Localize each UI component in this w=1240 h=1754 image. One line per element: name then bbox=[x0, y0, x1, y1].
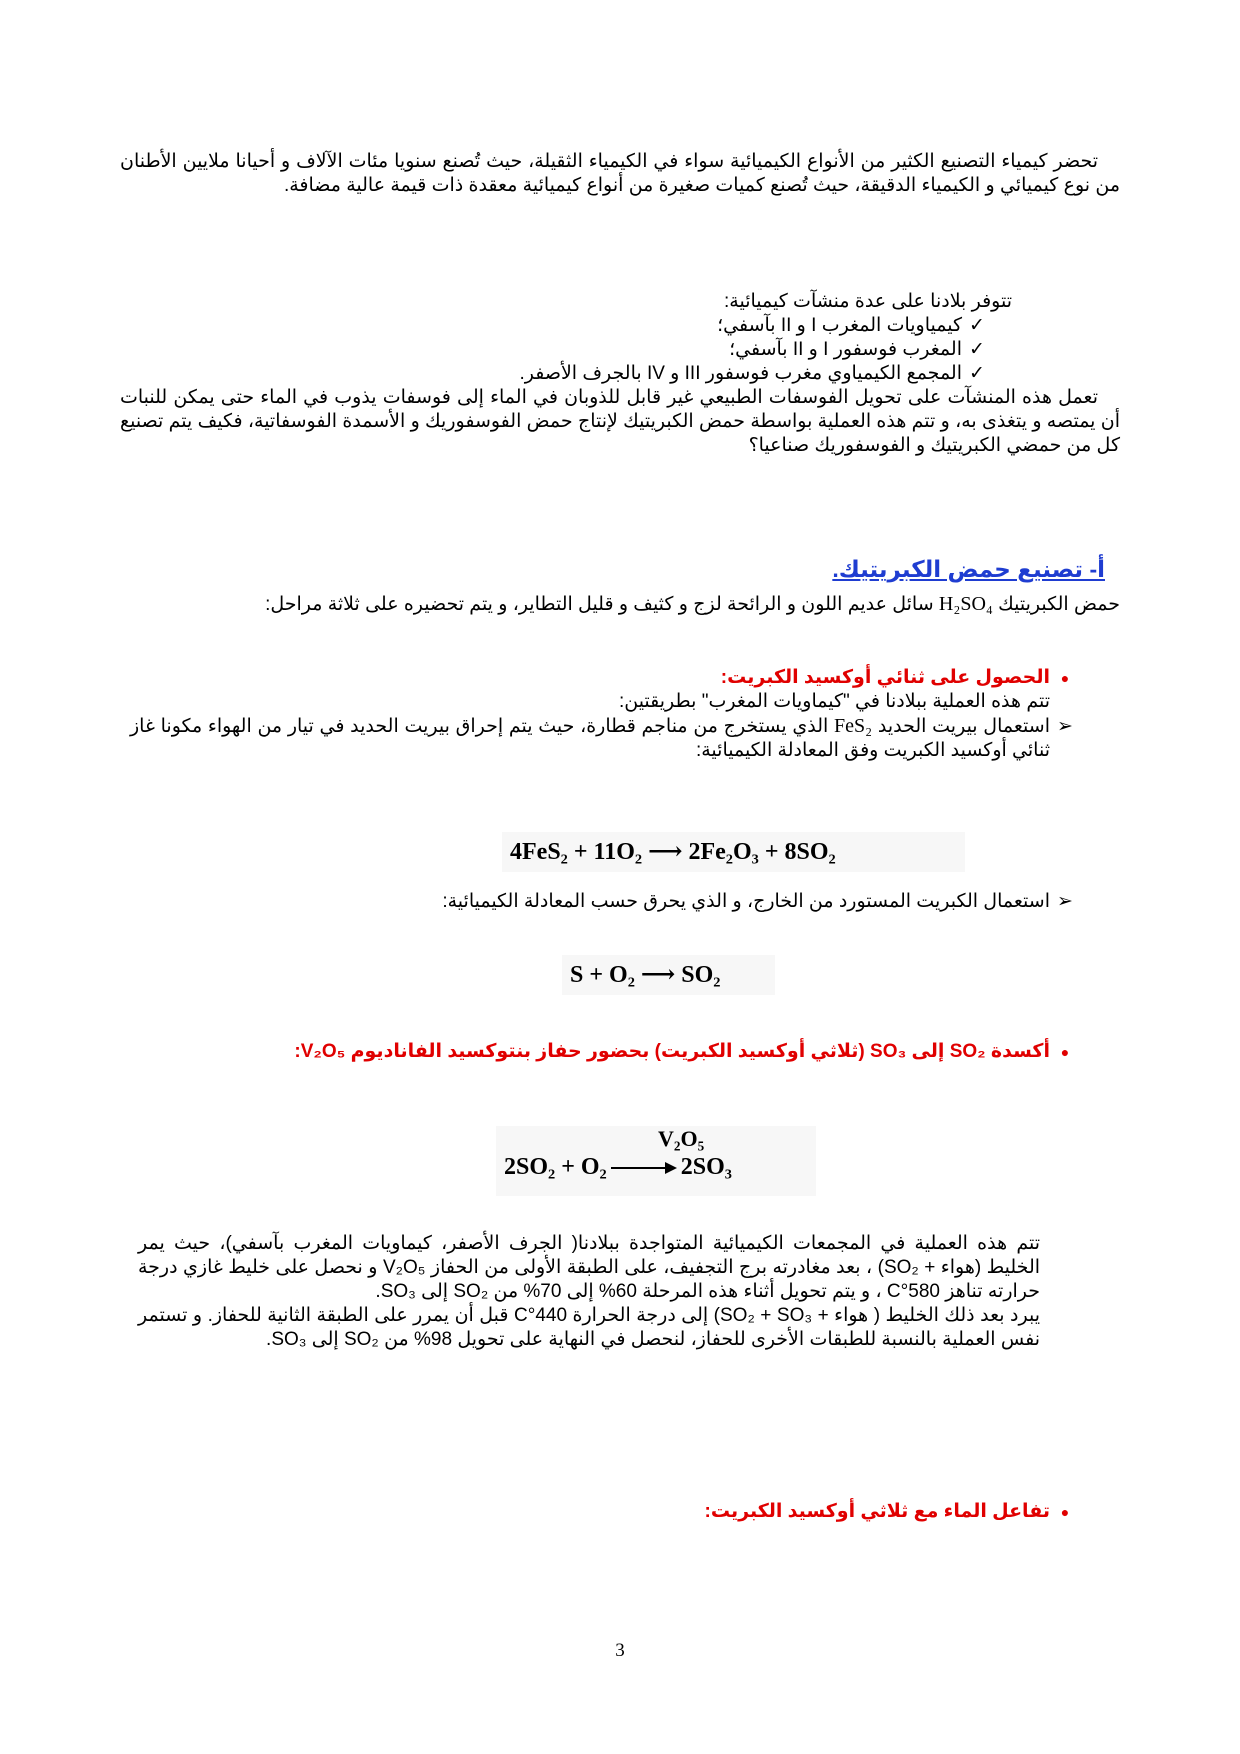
equation-fes2-text: 4FeS₂ + 11O₂ ⟶ 2Fe₂O₃ + 8SO₂ bbox=[510, 839, 836, 865]
step1-methods bbox=[120, 714, 1120, 763]
step1-title: الحصول على ثنائي أوكسيد الكبريت: bbox=[720, 667, 1050, 688]
check-icon: ✓ bbox=[969, 339, 985, 360]
method1-after: الذي يستخرج من مناجم قطارة، حيث يتم إحراق بيريت الحديد في تيار من الهواء مكونا غاز ثنائي أوكسيد الكبريت وفق المعادلة الكيميائية: bbox=[130, 716, 1050, 761]
step2-paragraph-1: تتم هذه العملية في المجمعات الكيميائية المتواجدة ببلادنا( الجرف الأصفر، كيماويات المغرب بآسفي)، حيث يمر الخليط (هواء + SO₂) ، بعد مغادرته برج التجفيف، على الطبقة الأولى من الحفاز V₂O₅ و نحصل على خليط غازي درجة حرارته تناهز 580°C ، و يتم تحويل أثناء هذه المرحلة 60% إلى 70% من SO₂ إلى SO₃. bbox=[138, 1233, 1041, 1302]
section-intro bbox=[120, 592, 1120, 617]
intro-paragraph bbox=[120, 150, 1120, 198]
section-heading: أ- تصنيع حمض الكبريتيك. bbox=[832, 556, 1105, 582]
step1-title-row bbox=[120, 666, 1120, 690]
plant-item-text: المجمع الكيمياوي مغرب فوسفور III و IV بالجرف الأصفر. bbox=[519, 363, 962, 384]
step1 bbox=[120, 666, 1120, 763]
equation-row bbox=[504, 1154, 732, 1181]
intro-before: حمض الكبريتيك bbox=[998, 594, 1120, 615]
equation-fes2 bbox=[502, 832, 965, 872]
step2-paragraph-2: يبرد بعد ذلك الخليط ( هواء + SO₂ + SO₃) إلى درجة الحرارة 440°C قبل أن يمرر على الطبقة الثانية للحفاز. و تستمر نفس العملية بالنسبة للطبقات الأخرى للحفاز، لنحصل في النهاية على تحويل 98% من SO₂ إلى SO₃. bbox=[138, 1305, 1040, 1350]
plant-item bbox=[120, 338, 992, 362]
step2-title: أكسدة SO₂ إلى SO₃ (ثلاثي أوكسيد الكبريت) بحضور حفاز بنتوكسيد الفاناديوم V₂O₅: bbox=[294, 1041, 1050, 1062]
plant-item bbox=[120, 314, 992, 338]
intro-text: تحضر كيمياء التصنيع الكثير من الأنواع الكيميائية سواء في الكيمياء الثقيلة، حيث تُصنع سنويا مئات الآلاف و أحيانا ملايين الأطنان من نوع كيميائي و الكيمياء الدقيقة، حيث تُصنع كميات صغيرة من أنواع كيميائية معقدة ذات قيمة عالية مضافة. bbox=[120, 151, 1120, 196]
method2 bbox=[120, 890, 1120, 914]
bullet-icon: ● bbox=[1060, 1504, 1070, 1520]
plant-item bbox=[120, 362, 992, 386]
step2-title-row bbox=[120, 1040, 1120, 1064]
plants-lead: تتوفر بلادنا على عدة منشآت كيميائية: bbox=[724, 291, 1012, 312]
reaction-arrow-icon bbox=[609, 1158, 679, 1178]
bullet-icon: ● bbox=[1060, 1044, 1070, 1060]
equation-so2-oxidation bbox=[496, 1126, 816, 1196]
arrow-bullet-icon: ➢ bbox=[1057, 716, 1073, 737]
step3 bbox=[120, 1500, 1120, 1524]
check-icon: ✓ bbox=[969, 315, 985, 336]
plants-paragraph: تعمل هذه المنشآت على تحويل الفوسفات الطبيعي غير قابل للذوبان في الماء إلى فوسفات يذوب في الماء حتى يمكن للنبات أن يمتصه و يتغذى به، و تتم هذه العملية بواسطة حمض الكبريتيك لإنتاج حمض الفوسفوريك و الأسمدة الفوسفاتية، فكيف يتم تصنيع كل من حمضي الكبريتيك و الفوسفوريك صناعيا؟ bbox=[120, 387, 1120, 456]
plants-section bbox=[120, 290, 1120, 458]
arrow-bullet-icon: ➢ bbox=[1057, 891, 1073, 912]
step2-body bbox=[138, 1232, 1040, 1352]
equation-sulfur-text: S + O₂ ⟶ SO₂ bbox=[570, 962, 721, 988]
plant-item-text: كيمياويات المغرب I و II بآسفي؛ bbox=[717, 315, 962, 336]
equation-sulfur bbox=[562, 955, 775, 995]
section-intro-text bbox=[120, 592, 1120, 617]
method1-before: استعمال بيريت الحديد bbox=[877, 716, 1050, 737]
intro-after: سائل عديم اللون و الرائحة لزج و كثيف و قليل التطاير، و يتم تحضيره على ثلاثة مراحل: bbox=[265, 594, 934, 615]
equation-left: 2SO₂ + O₂ bbox=[504, 1154, 607, 1180]
bullet-icon: ● bbox=[1060, 670, 1070, 686]
step1-lead: تتم هذه العملية ببلادنا في "كيماويات المغرب" بطريقتين: bbox=[618, 691, 1050, 712]
plants-list bbox=[120, 314, 1120, 386]
method-item bbox=[120, 714, 1080, 763]
formula-h2so4: H₂SO₄ bbox=[938, 593, 993, 615]
step3-title-row bbox=[120, 1500, 1120, 1524]
method-item bbox=[120, 890, 1120, 914]
page-number: 3 bbox=[615, 1640, 625, 1661]
catalyst-label: V₂O₅ bbox=[658, 1126, 705, 1151]
step2 bbox=[120, 1040, 1120, 1064]
check-icon: ✓ bbox=[969, 363, 985, 384]
formula-fes2: FeS₂ bbox=[834, 715, 873, 737]
plant-item-text: المغرب فوسفور I و II بآسفي؛ bbox=[729, 339, 962, 360]
step3-title: تفاعل الماء مع ثلاثي أوكسيد الكبريت: bbox=[704, 1501, 1050, 1522]
equation-right: 2SO₃ bbox=[680, 1154, 732, 1180]
method1-text bbox=[120, 714, 1050, 763]
method2-text: استعمال الكبريت المستورد من الخارج، و الذي يحرق حسب المعادلة الكيميائية: bbox=[442, 891, 1050, 912]
